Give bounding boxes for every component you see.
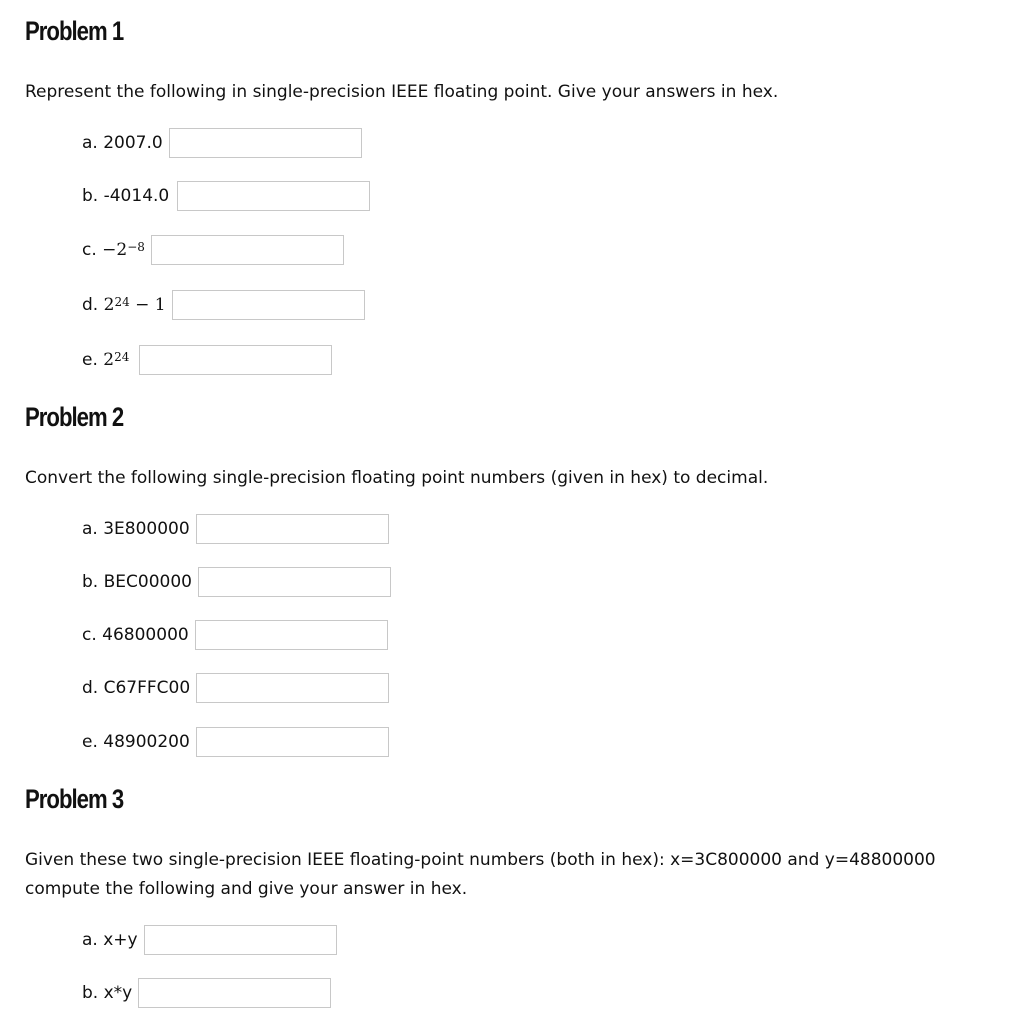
item-value: 46800000 xyxy=(102,625,189,645)
answer-input-1c[interactable] xyxy=(151,235,344,265)
math-base: 2 xyxy=(103,295,115,315)
problem-1-title: Problem 1 xyxy=(25,16,124,46)
item-letter: c. xyxy=(82,240,97,260)
problem-2-item-c xyxy=(82,620,388,650)
problem-1-item-a xyxy=(82,128,362,158)
problem-1-item-d xyxy=(82,290,365,320)
answer-input-2d[interactable] xyxy=(196,673,389,703)
answer-input-3b[interactable] xyxy=(138,978,331,1008)
item-letter: c. xyxy=(82,625,97,645)
math-tail: − 1 xyxy=(129,295,166,315)
problem-1-item-b xyxy=(82,181,370,211)
item-value: x+y xyxy=(103,930,138,950)
answer-input-2b[interactable] xyxy=(198,567,391,597)
item-value: 2007.0 xyxy=(103,133,163,153)
problem-3-title: Problem 3 xyxy=(25,784,124,814)
item-letter: b. xyxy=(82,983,99,1003)
problem-2-instructions: Convert the following single-precision floating point numbers (given in hex) to decimal. xyxy=(25,468,769,488)
problem-3-instructions: Given these two single-precision IEEE floating-point numbers (both in hex): x=3C800000 and y=48800000 compute the following and give your answer in hex. xyxy=(25,850,936,899)
problem-1-item-e xyxy=(82,345,332,375)
item-value: x*y xyxy=(103,983,133,1003)
problem-2-item-d xyxy=(82,673,389,703)
problem-2-title: Problem 2 xyxy=(25,402,124,432)
math-exponent: −8 xyxy=(127,240,145,254)
item-value: 3E800000 xyxy=(103,519,190,539)
item-value: 48900200 xyxy=(103,732,190,752)
answer-input-2c[interactable] xyxy=(195,620,388,650)
problem-2-item-a xyxy=(82,514,389,544)
item-letter: b. xyxy=(82,186,99,206)
problem-3-item-b xyxy=(82,978,331,1008)
math-exponent: 24 xyxy=(114,350,130,364)
answer-input-2e[interactable] xyxy=(196,727,389,757)
problem-2-item-b xyxy=(82,567,391,597)
item-value: C67FFC00 xyxy=(103,678,191,698)
problem-1-item-c xyxy=(82,235,344,265)
item-letter: a. xyxy=(82,930,98,950)
item-value: BEC00000 xyxy=(103,572,192,592)
answer-input-1e[interactable] xyxy=(139,345,332,375)
item-letter: b. xyxy=(82,572,99,592)
item-letter: d. xyxy=(82,295,99,315)
problem-3-item-a xyxy=(82,925,337,955)
item-letter: e. xyxy=(82,350,98,370)
answer-input-1a[interactable] xyxy=(169,128,362,158)
answer-input-1d[interactable] xyxy=(172,290,365,320)
item-letter: e. xyxy=(82,732,98,752)
answer-input-1b[interactable] xyxy=(177,181,370,211)
math-base: −2 xyxy=(102,240,128,260)
item-letter: a. xyxy=(82,133,98,153)
item-letter: d. xyxy=(82,678,99,698)
math-base: 2 xyxy=(103,350,115,370)
problem-1-instructions: Represent the following in single-precision IEEE floating point. Give your answers in hex. xyxy=(25,82,779,102)
answer-input-3a[interactable] xyxy=(144,925,337,955)
math-exponent: 24 xyxy=(114,295,130,309)
item-letter: a. xyxy=(82,519,98,539)
answer-input-2a[interactable] xyxy=(196,514,389,544)
item-value: -4014.0 xyxy=(103,186,170,206)
problem-2-item-e xyxy=(82,727,389,757)
